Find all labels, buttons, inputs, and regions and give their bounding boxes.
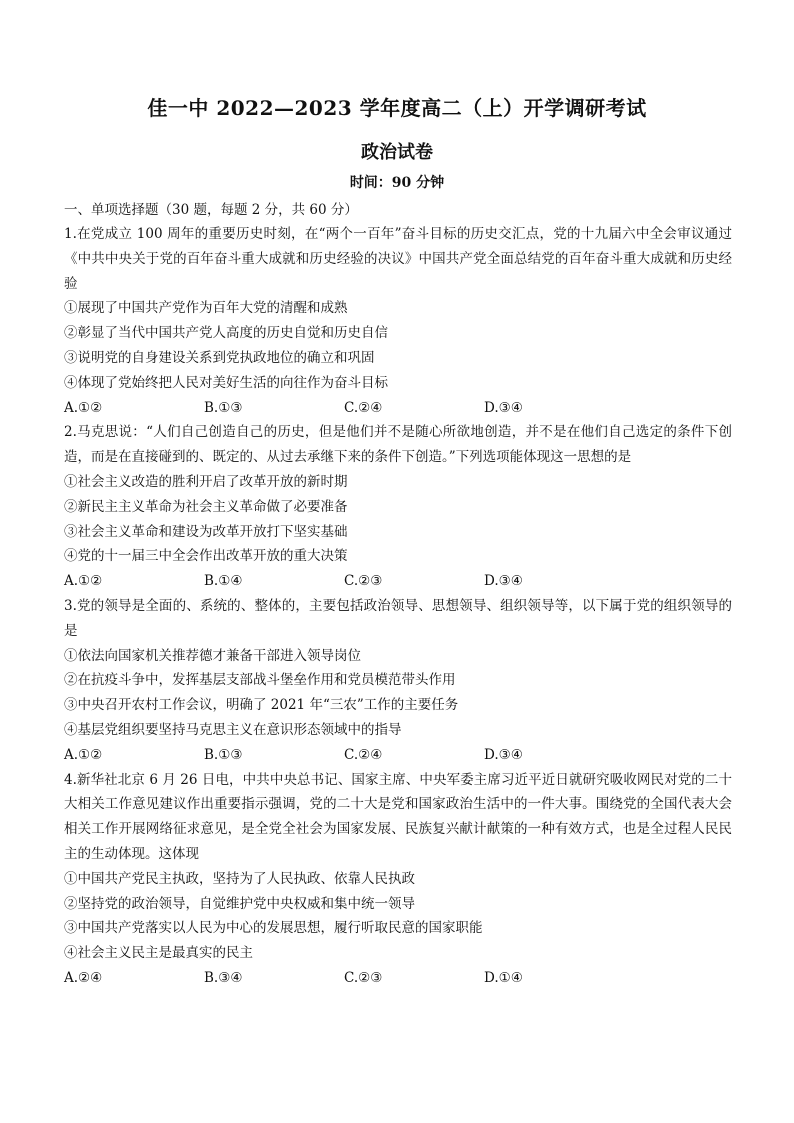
choice-b: B.①③ [204, 399, 243, 416]
choice-c: C.②③ [344, 573, 383, 590]
answer-choices [64, 743, 732, 768]
question-1 [64, 222, 732, 420]
question-2 [64, 420, 732, 594]
question-stem: 3.党的领导是全面的、系统的、整体的，主要包括政治领导、思想领导、组织领导等，以下属于党的组织领导的是 [64, 597, 732, 639]
statement-option: ①中国共产党民主执政，坚持为了人民执政、依靠人民执政 [64, 870, 415, 887]
choice-b: B.③④ [204, 969, 243, 986]
choice-c: C.②③ [344, 969, 383, 986]
choice-d: D.③④ [484, 746, 523, 763]
choice-a: A.②④ [64, 969, 103, 986]
choice-d: D.③④ [484, 573, 523, 590]
statement-option: ②新民主主义革命为社会主义革命做了必要准备 [64, 498, 348, 515]
statement-option: ③中央召开农村工作会议，明确了 2021 年“三农”工作的主要任务 [64, 697, 459, 714]
question-list [64, 222, 732, 991]
statement-option: ①社会主义改造的胜利开启了改革开放的新时期 [64, 473, 348, 490]
choice-b: B.①④ [204, 573, 243, 590]
choice-b: B.①③ [204, 746, 243, 763]
section-heading: 一、单项选择题（30 题，每题 2 分，共 60 分） [64, 202, 358, 218]
statement-option: ②在抗疫斗争中，发挥基层支部战斗堡垒作用和党员模范带头作用 [64, 672, 456, 689]
statement-option: ④基层党组织要坚持马克思主义在意识形态领域中的指导 [64, 721, 402, 738]
exam-subtitle: 政治试卷 [361, 142, 433, 163]
statement-option: ④党的十一届三中全会作出改革开放的重大决策 [64, 548, 348, 565]
statement-option: ②彰显了当代中国共产党人高度的历史自觉和历史自信 [64, 325, 388, 342]
choice-a: A.①② [64, 573, 103, 590]
statement-option: ②坚持党的政治领导，自觉维护党中央权威和集中统一领导 [64, 895, 415, 912]
exam-title: 佳一中 2022—2023 学年度高二（上）开学调研考试 [147, 96, 647, 120]
statement-option: ③中国共产党落实以人民为中心的发展思想，履行听取民意的国家职能 [64, 920, 483, 937]
question-3 [64, 594, 732, 768]
exam-time: 时间：90 分钟 [349, 175, 445, 191]
answer-choices [64, 569, 732, 594]
statement-option: ③社会主义革命和建设为改革开放打下坚实基础 [64, 523, 348, 540]
question-stem: 2.马克思说：“人们自己创造自己的历史，但是他们并不是随心所欲地创造，并不是在他们自己选定的条件下创造，而是在直接碰到的、既定的、从过去承继下来的条件下创造。”下列选项能体现这一思想的是 [64, 424, 732, 466]
statement-option: ①依法向国家机关推荐德才兼备干部进入领导岗位 [64, 647, 361, 664]
choice-c: C.②④ [344, 746, 383, 763]
answer-choices [64, 396, 732, 421]
statement-option: ③说明党的自身建设关系到党执政地位的确立和巩固 [64, 349, 375, 366]
question-4 [64, 768, 732, 991]
choice-d: D.①④ [484, 969, 523, 986]
choice-a: A.①② [64, 399, 103, 416]
answer-choices [64, 966, 732, 991]
choice-d: D.③④ [484, 399, 523, 416]
statement-option: ①展现了中国共产党作为百年大党的清醒和成熟 [64, 300, 348, 317]
choice-a: A.①② [64, 746, 103, 763]
statement-option: ④社会主义民主是最真实的民主 [64, 945, 253, 962]
question-stem: 4.新华社北京 6 月 26 日电，中共中央总书记、国家主席、中央军委主席习近平近日就研究吸收网民对党的二十大相关工作意见建议作出重要指示强调，党的二十大是党和国家政治生活中的一件大事。围绕党的全国代表大会相关工作开展网络征求意见，是全党全社会为国家发展、民族复兴献计献策的一种有效方式，也是全过程人民民主的生动体现。这体现 [64, 771, 732, 862]
statement-option: ④体现了党始终把人民对美好生活的向往作为奋斗目标 [64, 374, 388, 391]
choice-c: C.②④ [344, 399, 383, 416]
question-stem: 1.在党成立 100 周年的重要历史时刻，在“两个一百年”奋斗目标的历史交汇点，党的十九届六中全会审议通过《中共中央关于党的百年奋斗重大成就和历史经验的决议》中国共产党全面总结党的百年奋斗重大成就和历史经验 [64, 226, 732, 292]
